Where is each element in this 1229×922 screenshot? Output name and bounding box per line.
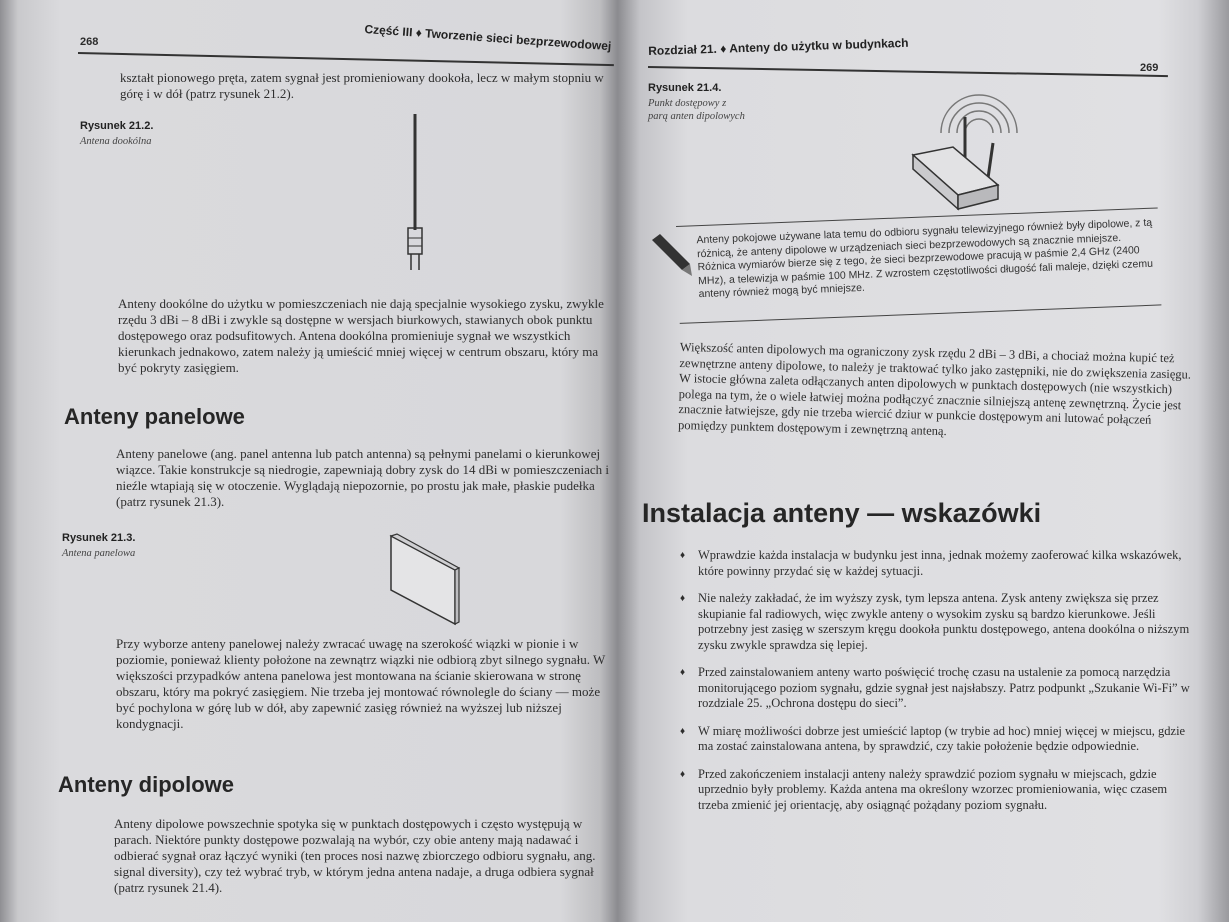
figure-21-3-caption: Antena panelowa	[62, 548, 136, 559]
figure-21-4-label: Rysunek 21.4.	[648, 82, 722, 94]
panel-paragraph: Anteny panelowe (ang. panel antenna lub patch antenna) są pełnymi panelami o kierunkowej wiązce. Takie konstrukcje są niedrogie, zapewniają dobry zysk do 14 dBi w pomieszczeniach i nieźle wtapiają się w otoczenie. Wyglądają niepozornie, po prostu jak małe, płaskie pudełka (patrz rysunek 21.3).	[116, 446, 610, 509]
bullet-icon: ♦	[680, 667, 686, 678]
bullet-icon: ♦	[680, 593, 686, 604]
panel-choice-paragraph: Przy wyborze anteny panelowej należy zwracać uwagę na szerokość wiązki w pionie i w poziomie, ponieważ klienty położone na zewnątrz wiązki nie odbiorą zbyt silnego sygnału. W większości przypadków antena panelowa jest montowana na ścianie skierowana w stronę obszaru, który ma pokryć zasięgiem. Nie trzeba jej montować równolegle do ściany — może być pochylona w górę lub w dół, aby zapewnić zasięg również na wyższej lub niższej kondygnacji.	[116, 636, 606, 731]
header-rule-left	[78, 52, 614, 66]
header-rule-right	[648, 66, 1168, 77]
list-item: ♦ Wprawdzie każda instalacja w budynku jest inna, jednak możemy zaoferować kilka wskazówek, które powinny przydać się w każdej sytuacji.	[680, 548, 1182, 578]
access-point-illustration	[903, 85, 1033, 220]
right-page	[618, 0, 1229, 922]
figure-21-2-label: Rysunek 21.2.	[80, 120, 154, 132]
list-item: ♦ Przed zainstalowaniem anteny warto poświęcić trochę czasu na ustalenie za pomocą narzędzia monitorującego poziom sygnału, gdzie sygnał jest najsłabszy. Patrz podpunkt „Szukanie Wi-Fi” w rozdziale 25. „Ochrona dostępu do sieci”.	[680, 665, 1190, 710]
intro-paragraph: kształt pionowego pręta, zatem sygnał jest promieniowany dookoła, lecz w małym stopniu w górę i w dół (patrz rysunek 21.2).	[120, 70, 604, 101]
list-item: ♦ W miarę możliwości dobrze jest umieścić laptop (w trybie ad hoc) mniej więcej w miejscu, gdzie ma zostać zainstalowana antena, by sprawdzić, czy takie położenie będzie odpowiednie.	[680, 723, 1186, 753]
page-number-right: 269	[1140, 62, 1159, 74]
figure-21-4-caption: Punkt dostępowy z parą anten dipolowych	[648, 98, 745, 122]
note-text: Anteny pokojowe używane lata temu do odbioru sygnału telewizyjnego również były dipolowe, z tą różnicą, że anteny dipolowe w urządzeniach sieci bezprzewodowych są znacznie mniejsze. Różnica wymiarów bierze się z tego, że sieci bezprzewodowe pracują w paśmie 2,4 GHz (2400 MHz), a telewizja w paśmie 100 MHz. Z wzrostem częstotliwości długość fali maleje, dzięki czemu anteny również mogą być mniejsze.	[696, 216, 1154, 301]
dipole-gain-paragraph: Większość anten dipolowych ma ograniczony zysk rzędu 2 dBi – 3 dBi, a chociaż można kupić też zewnętrzne anteny dipolowe, to należy je traktować tylko jako zastępniki, nie do zwiększenia zasięgu. W istocie główna zaleta odłączanych anten dipolowych w punktach dostępowych (nie wszystkich) polega na tym, że o wiele łatwiej można podłączyć znacznie silniejszą antenę zewnętrzną. Życie jest znacznie łatwiejsze, gdy nie trzeba wiercić dziur w punkcie dostępowym ani lutować połączeń pomiędzy punktem dostępowym i zewnętrzną anteną.	[677, 340, 1192, 438]
figure-21-2-caption: Antena dookólna	[80, 136, 152, 147]
panel-antenna-illustration	[385, 530, 465, 630]
tips-list	[680, 548, 1192, 825]
bullet-icon: ♦	[680, 550, 686, 561]
bullet-icon: ♦	[680, 768, 686, 780]
running-head-left: Część III ♦ Tworzenie sieci bezprzewodowej	[364, 22, 612, 54]
heading-dipole-antennas: Anteny dipolowe	[58, 772, 234, 797]
figure-21-3-label: Rysunek 21.3.	[62, 532, 136, 544]
list-item: ♦ Nie należy zakładać, że im wyższy zysk, tym lepsza antena. Zysk anteny zwiększa się przez skupianie fal radiowych, więc zwykle anteny o wysokim zysku są bardzo kierunkowe. Jeśli potrzebny jest zasięg w szerszym kręgu dookoła punktu dostępowego, antena dookólna o niższym zysku zwykle sprawdza się lepiej.	[680, 591, 1190, 652]
omni-paragraph: Anteny dookólne do użytku w pomieszczeniach nie dają specjalnie wysokiego zysku, zwykle rzędu 3 dBi – 8 dBi i zwykle są dostępne w wersjach biurkowych, stawianych obok punktu dostępowego oraz podsufitowych. Antena dookólna promieniuje sygnał we wszystkich kierunkach jednakowo, zatem należy ją umieścić mniej więcej w centrum obszaru, który ma być pokryty zasięgiem.	[118, 296, 604, 375]
note-box	[676, 207, 1161, 323]
running-head-right: Rozdział 21. ♦ Anteny do użytku w budynkach	[648, 35, 909, 58]
list-item: ♦ Przed zakończeniem instalacji anteny należy sprawdzić poziom sygnału w miejscach, gdzie uprzednio były problemy. Każda antena ma określony wzorzec promieniowania, więc czasem trzeba zmienić jej orientację, aby osiągnąć pożądany poziom sygnału.	[680, 766, 1168, 812]
dipole-paragraph: Anteny dipolowe powszechnie spotyka się w punktach dostępowych i często występują w parach. Niektóre punkty dostępowe pozwalają na wybór, czy obie anteny mają nadawać i odbierać sygnał oraz łączyć wyniki (ten proces nosi nazwę zbiorczego odbioru sygnału, ang. signal diversity), czy też wybrać tryb, w którym jedna antena nadaje, a druga odbiera sygnał (patrz rysunek 21.4).	[114, 816, 596, 895]
heading-installation-tips: Instalacja anteny — wskazówki	[642, 498, 1042, 528]
bullet-icon: ♦	[680, 725, 686, 737]
heading-panel-antennas: Anteny panelowe	[64, 404, 245, 429]
omni-antenna-illustration	[395, 110, 435, 275]
page-number-left: 268	[80, 36, 99, 48]
